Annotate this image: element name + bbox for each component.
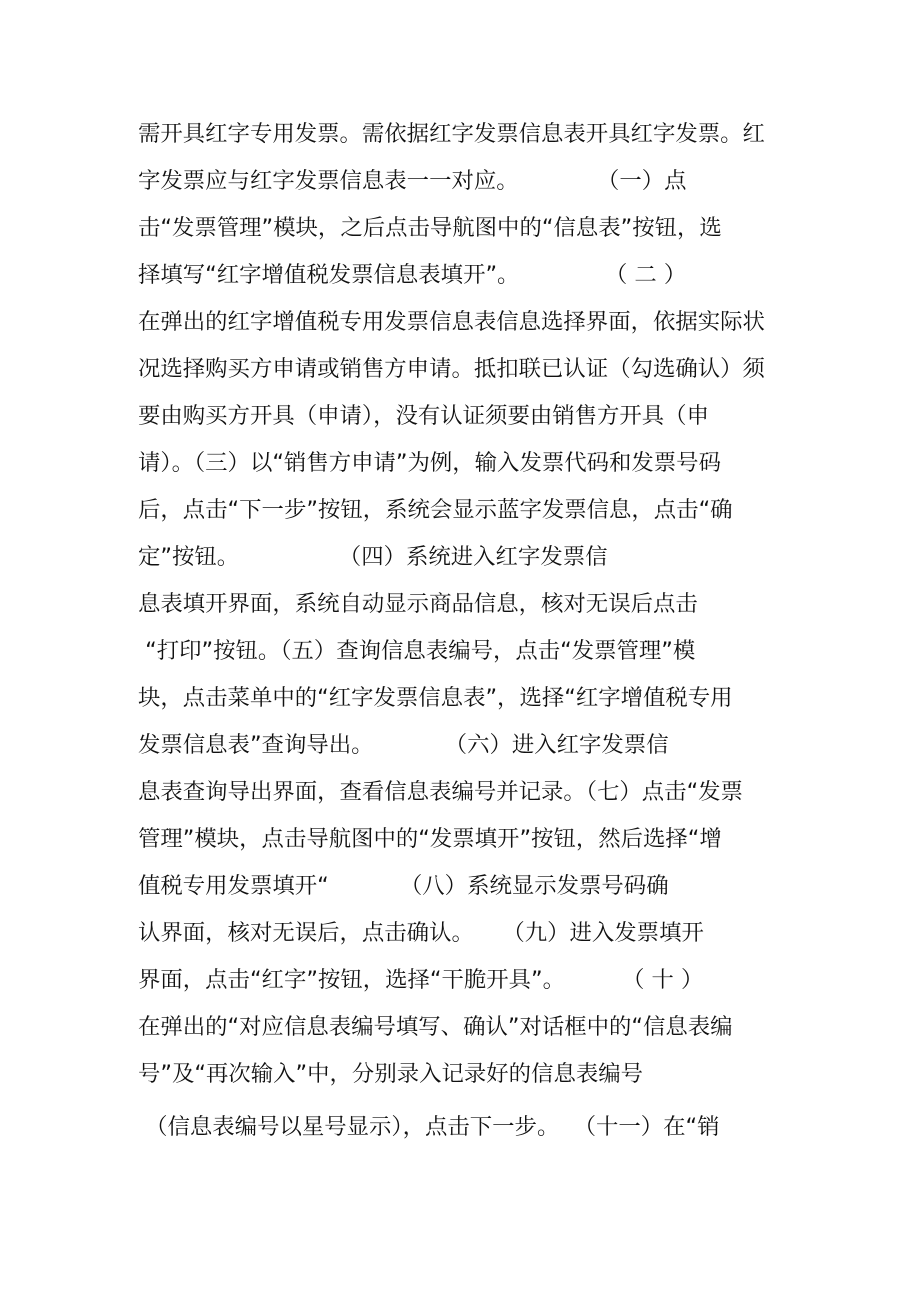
- text-line: 界面，点击“红字”按钮，选择“干脆开具”。 （ 十 ）: [138, 967, 704, 993]
- text-line: 块，点击菜单中的“红字发票信息表”，选择“红字增值税专用: [138, 685, 733, 711]
- text-line: 管理”模块，点击导航图中的“发票填开”按钮，然后选择“增: [138, 826, 722, 852]
- text-line: 在弹出的红字增值税专用发票信息表信息选择界面，依据实际状: [138, 309, 765, 335]
- text-line: 况选择购买方申请或销售方申请。抵扣联已认证（勾选确认）须: [138, 356, 765, 382]
- text-line: 后，点击“下一步”按钮，系统会显示蓝字发票信息，点击“确: [138, 497, 733, 523]
- text-line: 定”按钮。 （四）系统进入红字发票信: [138, 544, 608, 570]
- text-line: 择填写“红字增值税发票信息表填开”。 （ 二 ）: [138, 262, 687, 288]
- text-line: 认界面，核对无误后，点击确认。 （九）进入发票填开: [138, 920, 704, 946]
- text-line: 在弹出的“对应信息表编号填写、确认”对话框中的“信息表编: [138, 1014, 733, 1040]
- text-line: （信息表编号以星号显示），点击下一步。 （十一）在“销: [138, 1114, 720, 1140]
- text-line: 请）。（三）以“销售方申请”为例，输入发票代码和发票号码: [138, 450, 721, 476]
- text-line: 号”及“再次输入”中，分别录入记录好的信息表编号: [138, 1061, 644, 1087]
- text-line: 字发票应与红字发票信息表一一对应。 （一）点: [138, 168, 687, 194]
- text-line: 息表填开界面，系统自动显示商品信息，核对无误后点击: [138, 591, 698, 617]
- text-line: “打印”按钮。（五）查询信息表编号，点击“发票管理”模: [138, 638, 696, 664]
- text-line: 发票信息表”查询导出。 （六）进入红字发票信: [138, 732, 669, 758]
- text-line: 值税专用发票填开“ （八）系统显示发票号码确: [138, 873, 669, 899]
- text-line: 息表查询导出界面，查看信息表编号并记录。（七）点击“发票: [138, 779, 743, 805]
- text-line: 需开具红字专用发票。需依据红字发票信息表开具红字发票。红: [138, 121, 765, 147]
- text-line: 击“发票管理”模块，之后点击导航图中的“信息表”按钮，选: [138, 215, 722, 241]
- body-text: [138, 116, 798, 1156]
- text-line: 要由购买方开具（申请），没有认证须要由销售方开具（申: [138, 403, 709, 429]
